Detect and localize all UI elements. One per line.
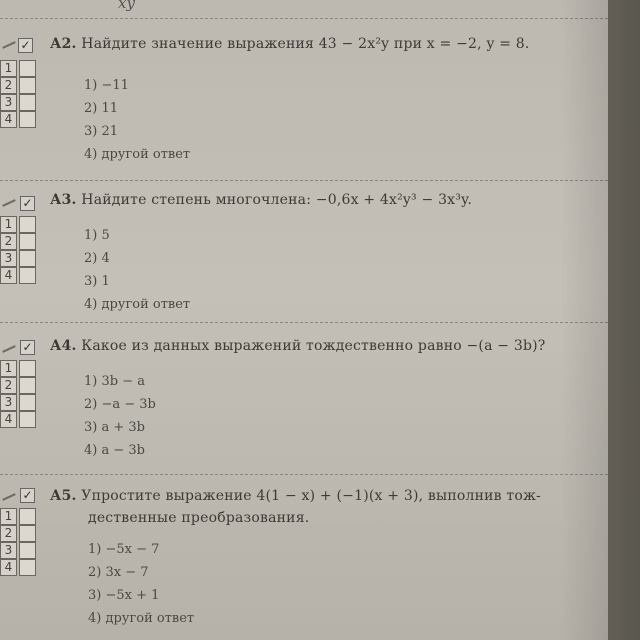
- answer-cell[interactable]: [19, 559, 36, 576]
- option-item: 4) другой ответ: [84, 297, 191, 312]
- question-text-a4: [50, 338, 546, 354]
- option-item: 3) 21: [84, 124, 119, 139]
- answer-cell-number: 3: [0, 250, 17, 267]
- answer-cell[interactable]: [19, 60, 36, 77]
- answer-cell-number: 3: [0, 94, 17, 111]
- checkbox-icon[interactable]: ✓: [20, 488, 35, 503]
- pen-mark-icon: [2, 345, 16, 353]
- answer-cell-number: 3: [0, 542, 17, 559]
- question-separator: [0, 474, 608, 476]
- pen-mark-icon: [2, 41, 16, 49]
- question-body: Какое из данных выражений тождественно равно −(a − 3b)?: [81, 338, 546, 354]
- option-item: 2) 4: [84, 251, 110, 266]
- options-a4: [84, 370, 156, 462]
- answer-grid-a2[interactable]: [0, 60, 40, 128]
- checkbox-icon[interactable]: ✓: [20, 196, 35, 211]
- option-item: 3) 1: [84, 274, 110, 289]
- answer-cell-number: 1: [0, 60, 17, 77]
- answer-cell-number: 1: [0, 360, 17, 377]
- pen-mark-icon: [2, 199, 16, 207]
- question-separator: [0, 322, 608, 324]
- option-item: 2) −a − 3b: [84, 397, 156, 412]
- question-text-a3: [50, 192, 472, 208]
- answer-cell[interactable]: [19, 233, 36, 250]
- answer-cell-number: 4: [0, 111, 17, 128]
- question-text-a5: [50, 488, 541, 504]
- answer-cell[interactable]: [19, 411, 36, 428]
- checkbox-icon[interactable]: ✓: [20, 340, 35, 355]
- answer-cell[interactable]: [19, 377, 36, 394]
- answer-grid-a5[interactable]: [0, 508, 40, 576]
- answer-cell[interactable]: [19, 94, 36, 111]
- answer-cell-number: 2: [0, 77, 17, 94]
- option-item: 1) 3b − a: [84, 374, 145, 389]
- option-item: 4) другой ответ: [88, 611, 195, 626]
- answer-cell[interactable]: [19, 508, 36, 525]
- options-a5: [88, 538, 194, 630]
- question-number: А4.: [50, 338, 77, 354]
- question-text-a5-continued: дественные преобразования.: [88, 510, 310, 526]
- answer-cell-number: 4: [0, 267, 17, 284]
- question-body: Упростите выражение 4(1 − x) + (−1)(x + 3), выполнив тож-: [81, 488, 541, 504]
- answer-cell-number: 4: [0, 559, 17, 576]
- answer-grid-a3[interactable]: [0, 216, 40, 284]
- question-number: А2.: [50, 36, 77, 52]
- answer-cell[interactable]: [19, 542, 36, 559]
- question-body: Найдите значение выражения 43 − 2x²y при x = −2, y = 8.: [81, 36, 530, 52]
- answer-cell-number: 4: [0, 411, 17, 428]
- options-a3: [84, 224, 190, 316]
- options-a2: [84, 74, 190, 166]
- answer-cell-number: 2: [0, 233, 17, 250]
- option-item: 4) другой ответ: [84, 147, 191, 162]
- answer-cell[interactable]: [19, 111, 36, 128]
- question-body: Найдите степень многочлена: −0,6x + 4x²y³ − 3x³y.: [81, 192, 472, 208]
- answer-cell[interactable]: [19, 525, 36, 542]
- question-number: А3.: [50, 192, 77, 208]
- checkbox-icon[interactable]: ✓: [18, 38, 33, 53]
- answer-grid-a4[interactable]: [0, 360, 40, 428]
- answer-cell[interactable]: [19, 250, 36, 267]
- answer-cell-number: 1: [0, 216, 17, 233]
- answer-cell-number: 2: [0, 525, 17, 542]
- question-separator: [0, 18, 608, 20]
- answer-cell[interactable]: [19, 394, 36, 411]
- option-item: 2) 11: [84, 101, 119, 116]
- paper-edge-shadow: [560, 0, 640, 640]
- option-item: 1) 5: [84, 228, 110, 243]
- option-item: 3) a + 3b: [84, 420, 145, 435]
- question-text-a2: [50, 36, 530, 52]
- question-number: А5.: [50, 488, 77, 504]
- answer-cell-number: 3: [0, 394, 17, 411]
- previous-question-fragment: xy: [118, 0, 135, 12]
- option-item: 1) −11: [84, 78, 129, 93]
- option-item: 3) −5x + 1: [88, 588, 160, 603]
- question-separator: [0, 180, 608, 182]
- answer-cell[interactable]: [19, 77, 36, 94]
- answer-cell[interactable]: [19, 216, 36, 233]
- answer-cell[interactable]: [19, 267, 36, 284]
- answer-cell[interactable]: [19, 360, 36, 377]
- option-item: 1) −5x − 7: [88, 542, 160, 557]
- option-item: 2) 3x − 7: [88, 565, 149, 580]
- answer-cell-number: 1: [0, 508, 17, 525]
- answer-cell-number: 2: [0, 377, 17, 394]
- option-item: 4) a − 3b: [84, 443, 145, 458]
- pen-mark-icon: [2, 493, 16, 501]
